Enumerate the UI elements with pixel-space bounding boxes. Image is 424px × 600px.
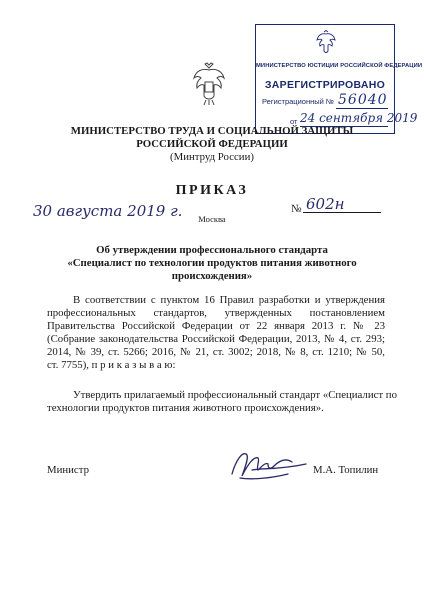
signatory-position: Министр bbox=[47, 464, 89, 476]
ministry-short-name: (Минтруд России) bbox=[170, 151, 254, 163]
subject-line: происхождения» bbox=[171, 270, 253, 282]
order-number-underline bbox=[303, 212, 381, 213]
subject-line: «Специалист по технологии продуктов питания животного bbox=[67, 257, 357, 269]
order-number: 602н bbox=[306, 195, 345, 213]
body-line: технологии продуктов питания животного происхождения». bbox=[47, 402, 324, 414]
order-date: 30 августа 2019 г. bbox=[33, 202, 183, 220]
order-number-label: № bbox=[291, 203, 302, 215]
stamp-underline bbox=[336, 108, 388, 109]
body-paragraph bbox=[47, 389, 397, 415]
order-city: Москва bbox=[198, 214, 226, 224]
document-title: ПРИКАЗ bbox=[175, 183, 249, 198]
stamp-title: ЗАРЕГИСТРИРОВАНО bbox=[264, 79, 386, 91]
body-line: ст. 7755), п р и к а з ы в а ю: bbox=[47, 359, 176, 371]
body-line: 2014, № 39, ст. 5266; 2016, № 21, ст. 3002; 2018, № 8, ст. 1210; № 50, bbox=[47, 346, 385, 358]
stamp-reg-label: Регистрационный № bbox=[262, 97, 334, 106]
subject-line: Об утверждении профессионального стандарта bbox=[96, 244, 328, 256]
registration-stamp bbox=[255, 24, 423, 134]
stamp-date: 24 сентября 2019 bbox=[300, 111, 418, 125]
stamp-date-label: от bbox=[290, 117, 298, 126]
ministry-line: МИНИСТЕРСТВО ТРУДА И СОЦИАЛЬНОЙ ЗАЩИТЫ bbox=[70, 125, 354, 137]
stamp-department: МИНИСТЕРСТВО ЮСТИЦИИ РОССИЙСКОЙ ФЕДЕРАЦИИ bbox=[256, 63, 423, 69]
stamp-emblem-icon bbox=[315, 30, 337, 56]
body-line: Правительства Российской Федерации от 22 января 2013 г. № 23 bbox=[47, 320, 385, 332]
body-line: В соответствии с пунктом 16 Правил разработки и утверждения bbox=[73, 294, 385, 306]
order-subject bbox=[40, 244, 384, 283]
body-paragraph bbox=[47, 294, 385, 372]
signatory-name: М.А. Топилин bbox=[313, 464, 379, 476]
stamp-reg-number: 56040 bbox=[338, 92, 388, 108]
body-line: профессиональных стандартов, утвержденных постановлением bbox=[47, 307, 385, 319]
body-line: Утвердить прилагаемый профессиональный стандарт «Специалист по bbox=[73, 389, 397, 401]
coat-of-arms-emblem bbox=[190, 62, 228, 106]
handwritten-signature bbox=[222, 440, 312, 490]
body-line: (Собрание законодательства Российской Федерации, 2013, № 4, ст. 293; bbox=[47, 333, 385, 345]
ministry-name bbox=[0, 125, 424, 151]
ministry-line: РОССИЙСКОЙ ФЕДЕРАЦИИ bbox=[136, 138, 288, 150]
